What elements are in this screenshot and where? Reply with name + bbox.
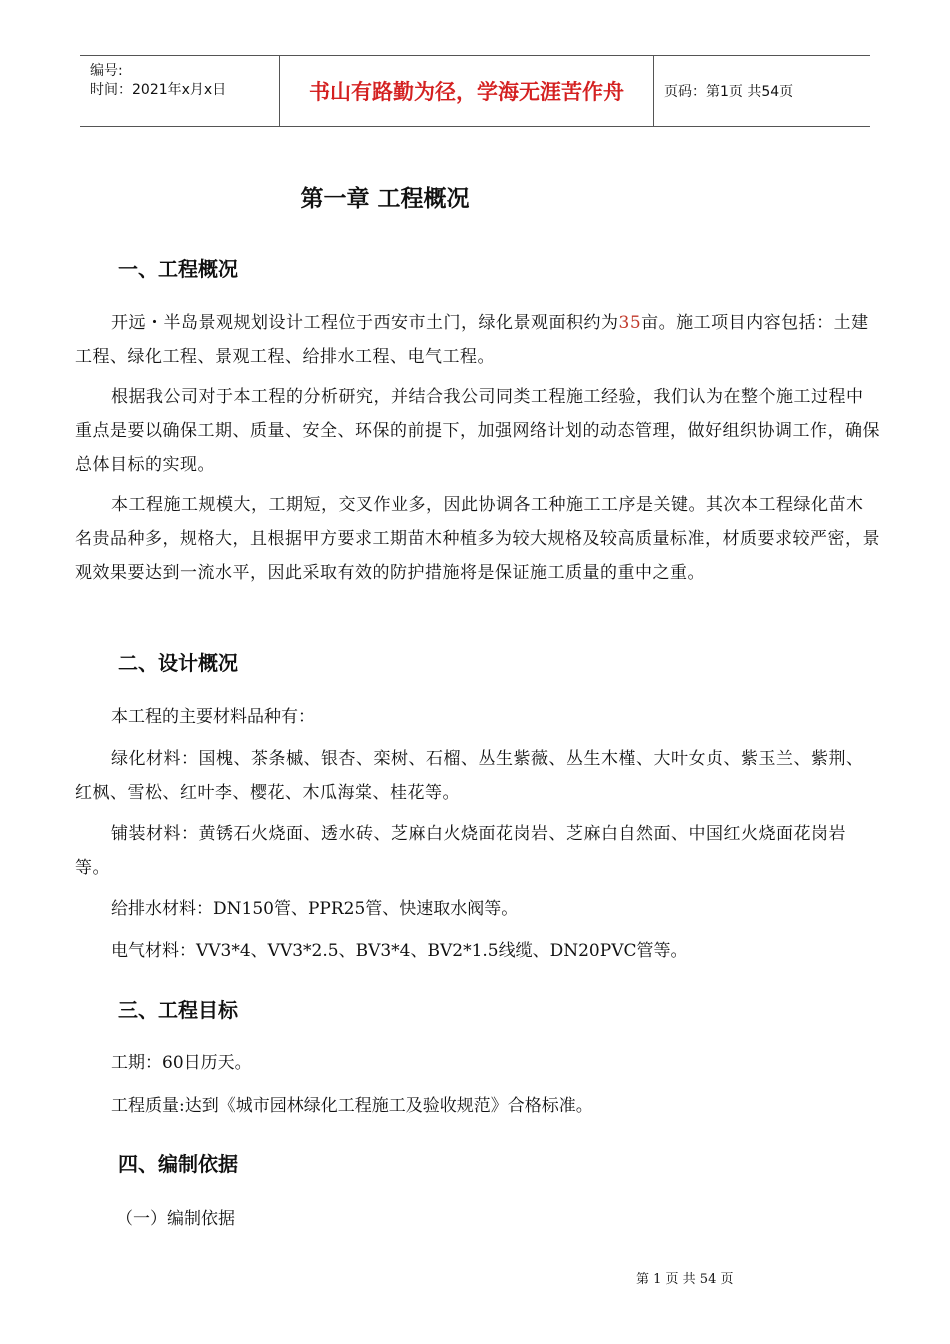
section-3-period: 工期：60日历天。	[111, 1053, 252, 1073]
section-2-water-materials: 给排水材料：DN150管、PPR25管、快速取水阀等。	[111, 899, 519, 919]
section-3-quality: 工程质量:达到《城市园林绿化工程施工及验收规范》合格标准。	[111, 1096, 593, 1116]
section-2-paving-materials: 铺装材料：黄锈石火烧面、透水砖、芝麻白火烧面花岗岩、芝麻白自然面、中国红火烧面花岗岩等。	[75, 824, 846, 878]
section-4-title: 四、编制依据	[118, 1152, 238, 1176]
section-2-title: 二、设计概况	[118, 651, 238, 675]
time-label: 时间：2021年x月x日	[90, 82, 227, 98]
header-meta	[80, 56, 280, 126]
section-1-title: 一、工程概况	[118, 257, 238, 281]
section-1-paragraph-3: 本工程施工规模大，工期短，交叉作业多，因此协调各工种施工工序是关键。其次本工程绿化苗木名贵品种多，规格大，且根据甲方要求工期苗木种植多为较大规格及较高质量标准，材质要求较严密，景观效果要达到一流水平，因此采取有效的防护措施将是保证施工质量的重中之重。	[75, 495, 880, 583]
page-footer: 第 1 页 共 54 页	[636, 1272, 734, 1287]
section-2-intro: 本工程的主要材料品种有：	[111, 707, 315, 727]
section-4-subtitle: （一）编制依据	[116, 1209, 235, 1229]
text: 亩。施工项目内容包括：土建工程、绿化工程、景观工程、给排水工程、电气工程。	[75, 313, 869, 367]
header-motto: 书山有路勤为径，学海无涯苦作舟	[280, 56, 654, 126]
area-value: 35	[618, 313, 642, 333]
section-1-paragraph-1	[75, 306, 880, 374]
page-header	[80, 55, 870, 127]
header-page-info: 页码：第1页 共54页	[664, 84, 794, 100]
text: 开远・半岛景观规划设计工程位于西安市土门，绿化景观面积约为	[111, 313, 619, 333]
section-1-paragraph-2: 根据我公司对于本工程的分析研究，并结合我公司同类工程施工经验，我们认为在整个施工过程中重点是要以确保工期、质量、安全、环保的前提下，加强网络计划的动态管理，做好组织协调工作，确保总体目标的实现。	[75, 387, 880, 475]
number-label: 编号:	[90, 63, 123, 79]
chapter-title: 第一章 工程概况	[300, 186, 470, 212]
section-2-electrical-materials: 电气材料：VV3*4、VV3*2.5、BV3*4、BV2*1.5线缆、DN20PVC管等。	[111, 941, 688, 961]
section-3-title: 三、工程目标	[118, 998, 238, 1022]
section-2-green-materials: 绿化材料：国槐、茶条槭、银杏、栾树、石榴、丛生紫薇、丛生木槿、大叶女贞、紫玉兰、紫荆、红枫、雪松、红叶李、樱花、木瓜海棠、桂花等。	[75, 749, 864, 803]
